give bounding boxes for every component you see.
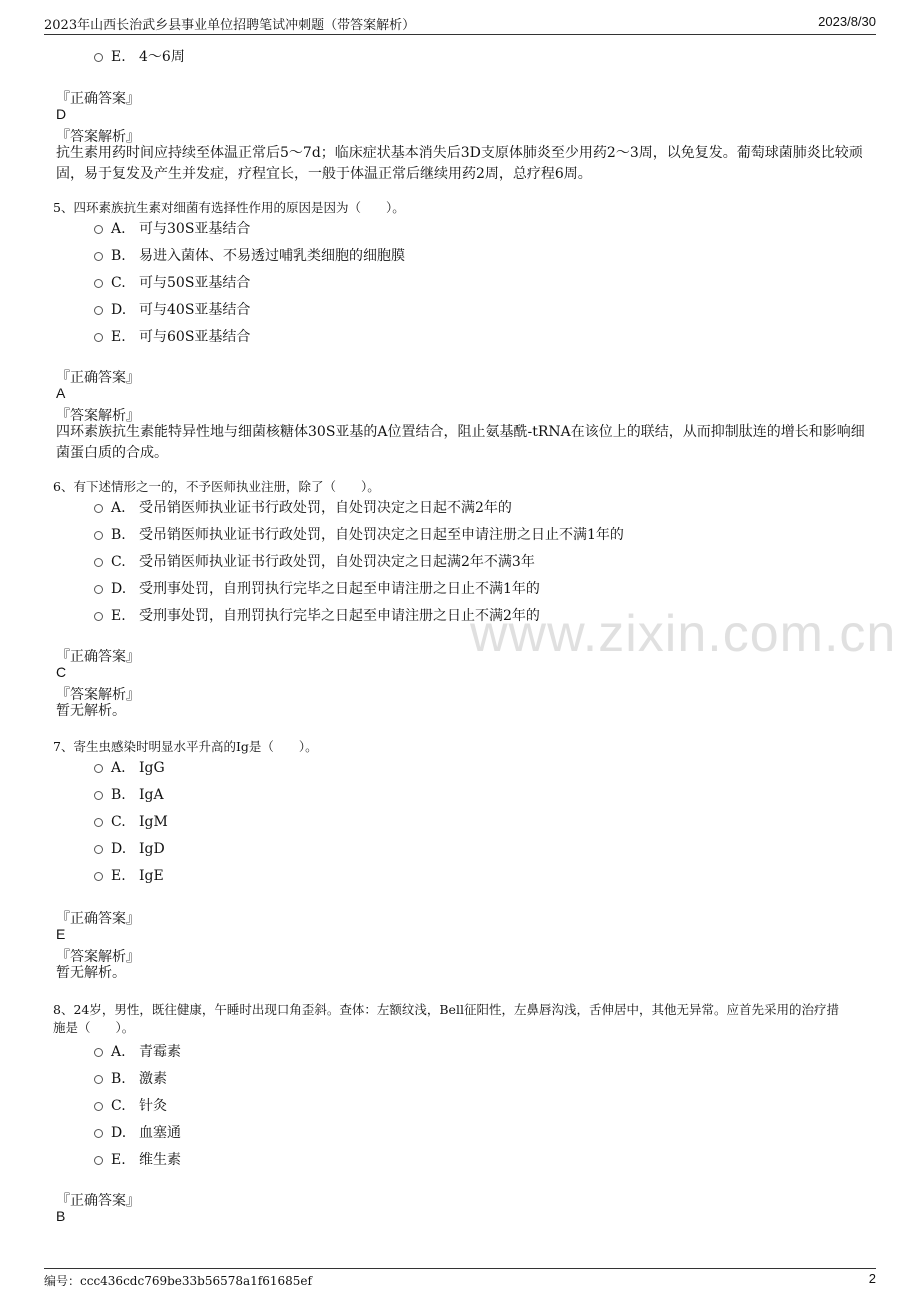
radio-icon[interactable] <box>94 333 103 342</box>
option-a[interactable]: A. 可与30S亚基结合 <box>94 218 250 238</box>
radio-icon[interactable] <box>94 791 103 800</box>
option-b[interactable]: B. 易进入菌体、不易透过哺乳类细胞的细胞膜 <box>94 245 405 265</box>
document-title: 2023年山西长治武乡县事业单位招聘笔试冲刺题（带答案解析） <box>44 18 416 33</box>
option-c[interactable]: C. 受吊销医师执业证书行政处罚，自处罚决定之日起满2年不满3年 <box>94 551 535 571</box>
correct-answer-value: C <box>56 664 67 680</box>
option-d[interactable]: D. 血塞通 <box>94 1122 181 1142</box>
page-footer <box>44 1268 876 1291</box>
question-stem-8-line2: 施是（ ）。 <box>53 1020 135 1035</box>
radio-icon[interactable] <box>94 764 103 773</box>
radio-icon[interactable] <box>94 872 103 881</box>
correct-answer-label: 『正确答案』 <box>56 649 140 665</box>
correct-answer-value: B <box>56 1208 66 1224</box>
document-date: 2023/8/30 <box>818 14 876 29</box>
correct-answer-value: E <box>56 926 66 942</box>
analysis-text: 暂无解析。 <box>56 965 126 981</box>
radio-icon[interactable] <box>94 1102 103 1111</box>
question-stem-8-line1: 8、24岁，男性，既往健康，午睡时出现口角歪斜。查体：左额纹浅，Bell征阳性，左鼻唇沟浅，舌伸居中，其他无异常。应首先采用的治疗措 <box>53 1002 839 1017</box>
option-c[interactable]: C. 针灸 <box>94 1095 167 1115</box>
radio-icon[interactable] <box>94 306 103 315</box>
option-b[interactable]: B. IgA <box>94 787 164 803</box>
analysis-label: 『答案解析』 <box>56 129 140 145</box>
radio-icon[interactable] <box>94 531 103 540</box>
option-d[interactable]: D. 可与40S亚基结合 <box>94 299 250 319</box>
radio-icon[interactable] <box>94 612 103 621</box>
option-b[interactable]: B. 受吊销医师执业证书行政处罚，自处罚决定之日起至申请注册之日止不满1年的 <box>94 524 624 544</box>
option-d[interactable]: D. 受刑事处罚，自刑罚执行完毕之日起至申请注册之日止不满1年的 <box>94 578 540 598</box>
radio-icon[interactable] <box>94 53 103 62</box>
analysis-label: 『答案解析』 <box>56 408 140 424</box>
option-a[interactable]: A. IgG <box>94 760 165 776</box>
radio-icon[interactable] <box>94 558 103 567</box>
page-header <box>44 12 876 35</box>
radio-icon[interactable] <box>94 225 103 234</box>
option-c[interactable]: C. IgM <box>94 814 168 830</box>
analysis-label: 『答案解析』 <box>56 687 140 703</box>
question-stem-6: 6、有下述情形之一的，不予医师执业注册，除了（ ）。 <box>53 479 380 494</box>
radio-icon[interactable] <box>94 1048 103 1057</box>
radio-icon[interactable] <box>94 252 103 261</box>
watermark: www.zixin.com.cn <box>470 605 897 663</box>
option-a[interactable]: A. 青霉素 <box>94 1041 181 1061</box>
option-e[interactable]: E. 维生素 <box>94 1149 181 1169</box>
question-stem-5: 5、四环素族抗生素对细菌有选择性作用的原因是因为（ ）。 <box>53 200 405 215</box>
radio-icon[interactable] <box>94 1156 103 1165</box>
option-e[interactable]: E. 4～6周 <box>94 46 185 66</box>
analysis-text: 抗生素用药时间应持续至体温正常后5～7d；临床症状基本消失后3D支原体肺炎至少用药2～3周，以免复发。葡萄球菌肺炎比较顽固，易于复发及产生并发症，疗程宜长，一般于体温正常后继续用药2周，总疗程6周。 <box>56 145 863 182</box>
option-b[interactable]: B. 激素 <box>94 1068 167 1088</box>
document-id: 编号：ccc436cdc769be33b56578a1f61685ef <box>44 1274 312 1288</box>
analysis-label: 『答案解析』 <box>56 949 140 965</box>
option-e[interactable]: E. 受刑事处罚，自刑罚执行完毕之日起至申请注册之日止不满2年的 <box>94 605 540 625</box>
radio-icon[interactable] <box>94 1129 103 1138</box>
radio-icon[interactable] <box>94 1075 103 1084</box>
correct-answer-value: A <box>56 385 66 401</box>
radio-icon[interactable] <box>94 279 103 288</box>
option-d[interactable]: D. IgD <box>94 841 165 857</box>
correct-answer-label: 『正确答案』 <box>56 911 140 927</box>
radio-icon[interactable] <box>94 845 103 854</box>
radio-icon[interactable] <box>94 504 103 513</box>
option-e[interactable]: E. IgE <box>94 868 164 884</box>
option-e[interactable]: E. 可与60S亚基结合 <box>94 326 250 346</box>
radio-icon[interactable] <box>94 585 103 594</box>
correct-answer-label: 『正确答案』 <box>56 370 140 386</box>
analysis-text: 暂无解析。 <box>56 703 126 719</box>
option-a[interactable]: A. 受吊销医师执业证书行政处罚，自处罚决定之日起不满2年的 <box>94 497 512 517</box>
analysis-text: 四环素族抗生素能特异性地与细菌核糖体30S亚基的A位置结合，阻止氨基酰-tRNA在该位上的联结，从而抑制肽连的增长和影响细菌蛋白质的合成。 <box>56 424 865 461</box>
page-number: 2 <box>868 1271 876 1286</box>
correct-answer-label: 『正确答案』 <box>56 1193 140 1209</box>
option-c[interactable]: C. 可与50S亚基结合 <box>94 272 250 292</box>
correct-answer-label: 『正确答案』 <box>56 91 140 107</box>
correct-answer-value: D <box>56 106 67 122</box>
question-stem-7: 7、寄生虫感染时明显水平升高的Ig是（ ）。 <box>53 739 318 754</box>
radio-icon[interactable] <box>94 818 103 827</box>
